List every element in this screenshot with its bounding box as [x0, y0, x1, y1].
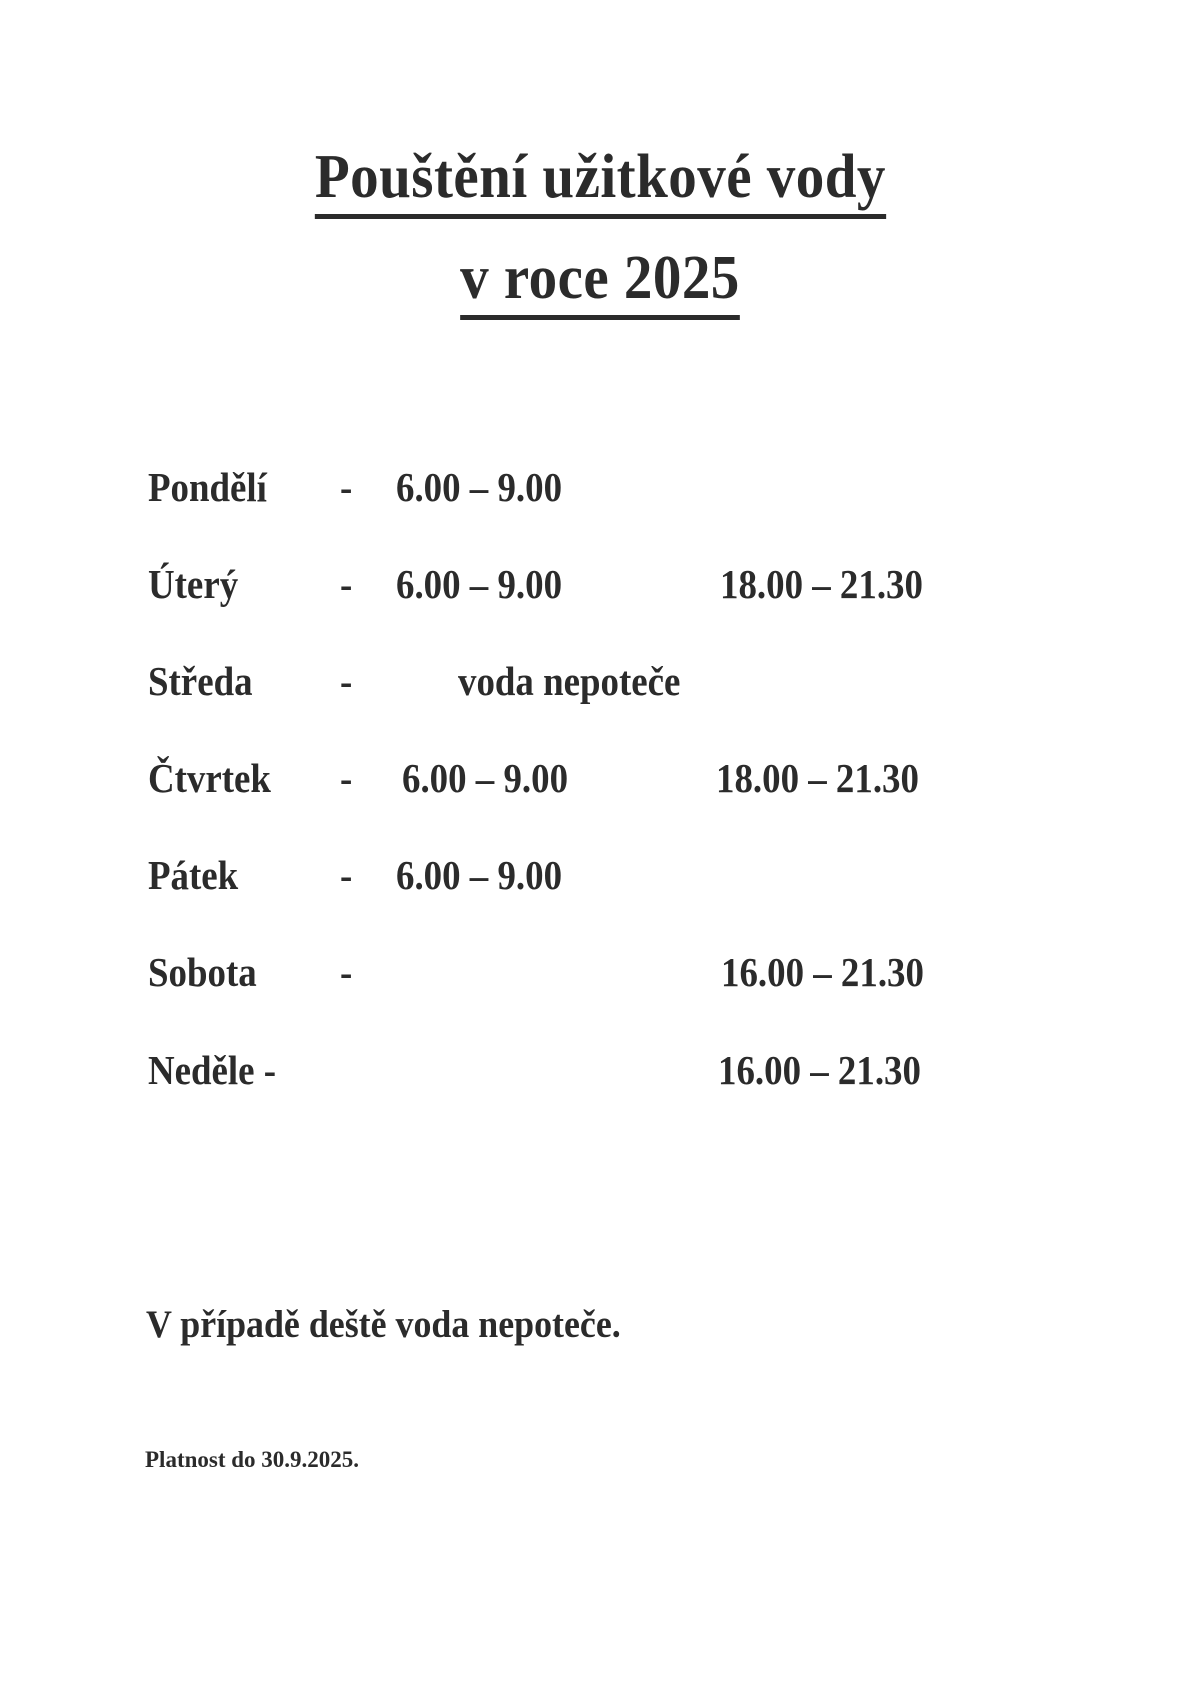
separator-dash: -: [340, 852, 353, 898]
schedule-row-monday: [0, 462, 1200, 512]
schedule-row-sunday: [0, 1045, 1200, 1095]
schedule-row-saturday: [0, 947, 1200, 997]
day-label: Úterý: [148, 561, 239, 607]
evening-hours: 18.00 – 21.30: [716, 755, 919, 801]
morning-hours: 6.00 – 9.00: [396, 852, 563, 898]
evening-hours: 16.00 – 21.30: [721, 949, 924, 995]
title-text: Pouštění užitkové vody: [314, 146, 885, 219]
day-label: Čtvrtek: [148, 755, 271, 801]
separator-dash: -: [340, 755, 353, 801]
day-label: Pondělí: [148, 464, 267, 510]
morning-hours: 6.00 – 9.00: [402, 755, 569, 801]
document-title-line-2: [0, 244, 1200, 320]
day-label: Středa: [148, 658, 253, 704]
no-water-note: voda nepoteče: [458, 658, 681, 704]
evening-hours: 16.00 – 21.30: [718, 1047, 921, 1093]
evening-hours: 18.00 – 21.30: [720, 561, 923, 607]
separator-dash: -: [340, 949, 353, 995]
day-label: Sobota: [148, 949, 257, 995]
schedule-row-friday: [0, 850, 1200, 900]
schedule-row-tuesday: [0, 559, 1200, 609]
schedule-row-wednesday: [0, 656, 1200, 706]
separator-dash: -: [340, 658, 353, 704]
document-title-line-1: [0, 143, 1200, 219]
separator-dash: -: [340, 561, 353, 607]
title-year-text: v roce 2025: [460, 247, 740, 320]
schedule-row-thursday: [0, 753, 1200, 803]
validity-note: Platnost do 30.9.2025.: [145, 1447, 360, 1472]
morning-hours: 6.00 – 9.00: [396, 464, 563, 510]
morning-hours: 6.00 – 9.00: [396, 561, 563, 607]
separator-dash: -: [340, 464, 353, 510]
day-label: Neděle -: [148, 1047, 277, 1093]
day-label: Pátek: [148, 852, 239, 898]
rain-notice: V případě deště voda nepoteče.: [146, 1303, 621, 1346]
